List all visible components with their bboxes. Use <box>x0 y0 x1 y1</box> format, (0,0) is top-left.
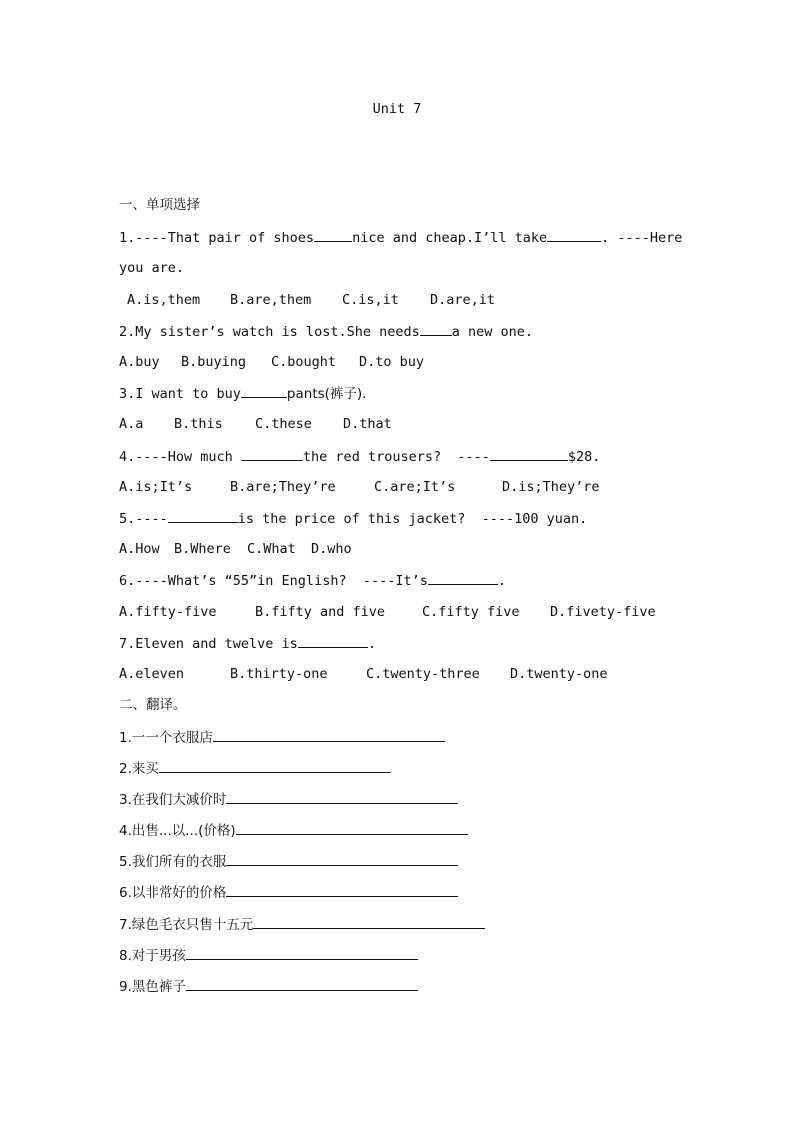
answer-blank <box>213 727 445 742</box>
answer-blank <box>298 633 368 648</box>
translation-item-4 <box>119 820 468 841</box>
option-b: B.are,them <box>230 292 312 308</box>
translation-item-6 <box>119 882 458 903</box>
answer-blank <box>226 851 458 866</box>
answer-blank <box>490 446 568 461</box>
question-text: the red trousers? ---- <box>302 449 490 465</box>
translation-item-8 <box>119 945 418 966</box>
translation-prompt: 1.一一个衣服店 <box>119 730 213 746</box>
question-text: . <box>497 573 506 589</box>
translation-prompt: 2.来买 <box>119 761 159 777</box>
option-b: B.buying <box>181 354 247 370</box>
option-c: C.fifty five <box>422 604 520 620</box>
question-5 <box>119 508 587 529</box>
option-d: D.that <box>343 416 392 432</box>
translation-item-3 <box>119 789 458 810</box>
translation-prompt: 6.以非常好的价格 <box>119 885 227 901</box>
option-a: A.is;It’s <box>119 479 193 495</box>
answer-blank <box>159 758 391 773</box>
option-c: C.are;It’s <box>374 479 456 495</box>
question-2 <box>119 321 533 342</box>
option-c: C.is,it <box>342 292 399 308</box>
question-text: 6.----What’s “55”in English? ----It’s <box>119 573 428 589</box>
translation-prompt: 4.出售...以...(价格) <box>119 823 236 839</box>
translation-item-7 <box>119 914 485 935</box>
question-text: 7.Eleven and twelve is <box>119 636 298 652</box>
answer-blank <box>186 945 418 960</box>
translation-prompt: 9.黑色裤子 <box>119 979 186 995</box>
option-c: C.these <box>255 416 312 432</box>
answer-blank <box>168 508 238 523</box>
option-c: C.twenty-three <box>366 666 480 682</box>
question-text: $28. <box>567 449 601 465</box>
answer-blank <box>547 227 601 242</box>
option-c: C.What <box>247 541 296 557</box>
option-d: D.fivety-five <box>550 604 656 620</box>
question-text: 3.I want to buy <box>119 386 241 402</box>
question-text: 4.----How much <box>119 449 241 465</box>
option-d: D.to buy <box>359 354 425 370</box>
question-text: . <box>367 636 376 652</box>
option-a: A.a <box>119 416 144 432</box>
answer-blank <box>186 976 418 991</box>
question-3 <box>119 383 366 404</box>
answer-blank <box>236 820 468 835</box>
option-a: A.fifty-five <box>119 604 217 620</box>
page-title: Unit 7 <box>372 101 422 117</box>
answer-blank <box>314 227 352 242</box>
question-1 <box>119 227 682 248</box>
option-c: C.bought <box>271 354 337 370</box>
option-b: B.are;They’re <box>230 479 336 495</box>
question-text: is the price of this jacket? ----100 yuan. <box>237 511 588 527</box>
translation-item-9 <box>119 976 418 997</box>
answer-blank <box>226 789 458 804</box>
question-text: nice and cheap.I’ll take <box>352 230 548 246</box>
option-a: A.How <box>119 541 160 557</box>
option-a: A.buy <box>119 354 160 370</box>
question-6 <box>119 570 506 591</box>
translation-prompt: 5.我们所有的衣服 <box>119 854 227 870</box>
option-b: B.Where <box>174 541 231 557</box>
question-1-continued: you are. <box>119 260 185 276</box>
option-b: B.thirty-one <box>230 666 328 682</box>
answer-blank <box>241 383 287 398</box>
option-d: D.who <box>311 541 352 557</box>
option-d: D.are,it <box>430 292 496 308</box>
option-a: A.is,them <box>127 292 201 308</box>
question-text: 1.----That pair of shoes <box>119 230 315 246</box>
answer-blank <box>428 570 498 585</box>
question-text: a new one. <box>451 324 534 340</box>
translation-item-2 <box>119 758 391 779</box>
translation-item-5 <box>119 851 458 872</box>
question-7 <box>119 633 376 654</box>
answer-blank <box>253 914 485 929</box>
option-b: B.fifty and five <box>255 604 386 620</box>
translation-prompt: 3.在我们大减价时 <box>119 792 227 808</box>
answer-blank <box>420 321 452 336</box>
section2-heading: 二、翻译。 <box>119 697 187 713</box>
section1-heading: 一、单项选择 <box>119 197 200 213</box>
question-text: 5.---- <box>119 511 168 527</box>
answer-blank <box>241 446 303 461</box>
question-text: 2.My sister’s watch is lost.She needs <box>119 324 420 340</box>
question-text: pants(裤子). <box>286 386 367 402</box>
option-b: B.this <box>174 416 223 432</box>
option-d: D.twenty-one <box>510 666 608 682</box>
question-text: . ----Here <box>601 230 683 246</box>
answer-blank <box>226 882 458 897</box>
question-4 <box>119 446 600 467</box>
option-d: D.is;They’re <box>502 479 600 495</box>
translation-prompt: 7.绿色毛衣只售十五元 <box>119 917 254 933</box>
translation-item-1 <box>119 727 445 748</box>
option-a: A.eleven <box>119 666 185 682</box>
translation-prompt: 8.对于男孩 <box>119 948 186 964</box>
